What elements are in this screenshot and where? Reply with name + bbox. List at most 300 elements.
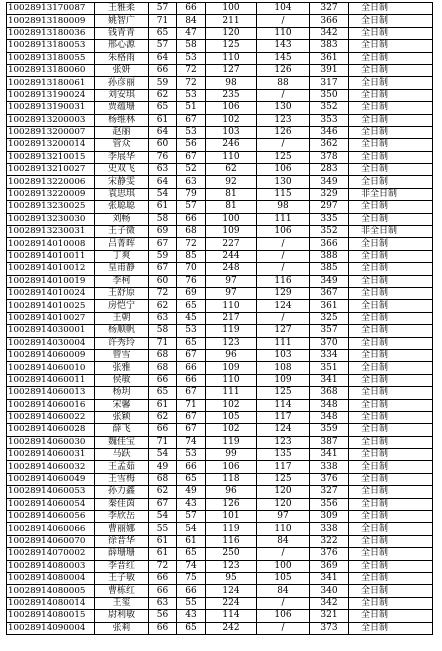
subject1-score-cell: 110 xyxy=(206,52,257,64)
politics-score-cell: 61 xyxy=(149,548,177,560)
candidate-id-cell: 10028914060016 xyxy=(7,399,95,411)
candidate-id-cell: 10028914060030 xyxy=(7,436,95,448)
politics-score-cell: 68 xyxy=(149,362,177,374)
subject1-score-cell: 109 xyxy=(206,362,257,374)
politics-score-cell: 61 xyxy=(149,114,177,126)
subject1-score-cell: 120 xyxy=(206,27,257,39)
subject1-score-cell: 102 xyxy=(206,399,257,411)
name-cell: 曹丽娜 xyxy=(95,523,149,535)
total-score-cell: 369 xyxy=(310,560,349,572)
politics-score-cell: 63 xyxy=(149,164,177,176)
study-mode-cell: 全日制 xyxy=(349,263,433,275)
total-score-cell: 353 xyxy=(310,114,349,126)
total-score-cell: 327 xyxy=(310,3,349,15)
politics-score-cell: 66 xyxy=(149,622,177,634)
candidate-id-cell: 10028914060011 xyxy=(7,374,95,386)
subject2-score-cell: 109 xyxy=(257,374,310,386)
name-cell: 马跃 xyxy=(95,449,149,461)
subject2-score-cell: 130 xyxy=(257,102,310,114)
total-score-cell: 362 xyxy=(310,139,349,151)
subject2-score-cell: 130 xyxy=(257,176,310,188)
total-score-cell: 368 xyxy=(310,387,349,399)
foreign-language-score-cell: 65 xyxy=(177,548,206,560)
name-cell: 徐晋华 xyxy=(95,535,149,547)
subject2-score-cell: 84 xyxy=(257,535,310,547)
subject1-score-cell: 109 xyxy=(206,226,257,238)
foreign-language-score-cell: 66 xyxy=(177,362,206,374)
subject2-score-cell: / xyxy=(257,312,310,324)
name-cell: 皇甫静 xyxy=(95,263,149,275)
subject1-score-cell: 106 xyxy=(206,461,257,473)
study-mode-cell: 全日制 xyxy=(349,40,433,52)
study-mode-cell: 全日制 xyxy=(349,102,433,114)
study-mode-cell: 全日制 xyxy=(349,486,433,498)
study-mode-cell: 全日制 xyxy=(349,126,433,138)
subject1-score-cell: 98 xyxy=(206,77,257,89)
foreign-language-score-cell: 74 xyxy=(177,436,206,448)
study-mode-cell: 全日制 xyxy=(349,337,433,349)
name-cell: 张颖 xyxy=(95,411,149,423)
name-cell: 孙力鑫 xyxy=(95,486,149,498)
subject1-score-cell: 62 xyxy=(206,164,257,176)
name-cell: 姚智广 xyxy=(95,15,149,27)
total-score-cell: 283 xyxy=(310,164,349,176)
candidate-id-cell: 10028913210015 xyxy=(7,151,95,163)
name-cell: 吕菁晖 xyxy=(95,238,149,250)
subject2-score-cell: 97 xyxy=(257,511,310,523)
subject2-score-cell: / xyxy=(257,597,310,609)
candidate-id-cell: 10028913180055 xyxy=(7,52,95,64)
study-mode-cell: 全日制 xyxy=(349,325,433,337)
subject2-score-cell: 143 xyxy=(257,40,310,52)
candidate-id-cell: 10028913180061 xyxy=(7,77,95,89)
table-row xyxy=(7,89,433,101)
subject1-score-cell: 100 xyxy=(206,3,257,15)
table-row xyxy=(7,461,433,473)
table-row xyxy=(7,387,433,399)
politics-score-cell: 67 xyxy=(149,263,177,275)
name-cell: 贾蕴珊 xyxy=(95,102,149,114)
subject1-score-cell: 81 xyxy=(206,201,257,213)
study-mode-cell: 全日制 xyxy=(349,238,433,250)
study-mode-cell: 全日制 xyxy=(349,15,433,27)
name-cell: 钱青青 xyxy=(95,27,149,39)
study-mode-cell: 全日制 xyxy=(349,597,433,609)
subject1-score-cell: 217 xyxy=(206,312,257,324)
subject2-score-cell: 110 xyxy=(257,523,310,535)
name-cell: 李展华 xyxy=(95,151,149,163)
candidate-id-cell: 10028914060031 xyxy=(7,449,95,461)
table-row xyxy=(7,473,433,485)
study-mode-cell: 全日制 xyxy=(349,275,433,287)
name-cell: 王子微 xyxy=(95,226,149,238)
foreign-language-score-cell: 72 xyxy=(177,64,206,76)
name-cell: 张妍 xyxy=(95,64,149,76)
candidate-id-cell: 10028914070002 xyxy=(7,548,95,560)
politics-score-cell: 66 xyxy=(149,424,177,436)
subject2-score-cell: 125 xyxy=(257,473,310,485)
total-score-cell: 349 xyxy=(310,176,349,188)
candidate-id-cell: 10028914060028 xyxy=(7,424,95,436)
foreign-language-score-cell: 43 xyxy=(177,610,206,622)
subject2-score-cell: / xyxy=(257,15,310,27)
foreign-language-score-cell: 67 xyxy=(177,411,206,423)
foreign-language-score-cell: 53 xyxy=(177,52,206,64)
study-mode-cell: 全日制 xyxy=(349,535,433,547)
score-table xyxy=(6,2,433,635)
foreign-language-score-cell: 61 xyxy=(177,535,206,547)
total-score-cell: 391 xyxy=(310,64,349,76)
name-cell: 王雅柔 xyxy=(95,3,149,15)
subject2-score-cell: 126 xyxy=(257,126,310,138)
candidate-id-cell: 10028914010008 xyxy=(7,238,95,250)
subject1-score-cell: 96 xyxy=(206,349,257,361)
study-mode-cell: 全日制 xyxy=(349,387,433,399)
subject2-score-cell: 123 xyxy=(257,114,310,126)
candidate-id-cell: 10028914080015 xyxy=(7,610,95,622)
candidate-id-cell: 10028913190024 xyxy=(7,89,95,101)
study-mode-cell: 全日制 xyxy=(349,461,433,473)
table-row xyxy=(7,399,433,411)
foreign-language-score-cell: 68 xyxy=(177,226,206,238)
name-cell: 王雪梅 xyxy=(95,473,149,485)
subject1-score-cell: 92 xyxy=(206,176,257,188)
total-score-cell: 350 xyxy=(310,89,349,101)
subject1-score-cell: 119 xyxy=(206,325,257,337)
politics-score-cell: 59 xyxy=(149,77,177,89)
foreign-language-score-cell: 76 xyxy=(177,275,206,287)
table-row xyxy=(7,164,433,176)
candidate-id-cell: 10028913180009 xyxy=(7,15,95,27)
name-cell: 史双飞 xyxy=(95,164,149,176)
study-mode-cell: 全日制 xyxy=(349,52,433,64)
study-mode-cell: 全日制 xyxy=(349,201,433,213)
foreign-language-score-cell: 70 xyxy=(177,263,206,275)
total-score-cell: 385 xyxy=(310,263,349,275)
table-row xyxy=(7,114,433,126)
total-score-cell: 349 xyxy=(310,275,349,287)
subject1-score-cell: 224 xyxy=(206,597,257,609)
total-score-cell: 373 xyxy=(310,622,349,634)
politics-score-cell: 58 xyxy=(149,325,177,337)
study-mode-cell: 全日制 xyxy=(349,498,433,510)
subject1-score-cell: 119 xyxy=(206,436,257,448)
foreign-language-score-cell: 67 xyxy=(177,151,206,163)
politics-score-cell: 71 xyxy=(149,337,177,349)
foreign-language-score-cell: 65 xyxy=(177,622,206,634)
politics-score-cell: 57 xyxy=(149,3,177,15)
foreign-language-score-cell: 67 xyxy=(177,424,206,436)
subject2-score-cell: / xyxy=(257,263,310,275)
total-score-cell: 361 xyxy=(310,52,349,64)
study-mode-cell: 全日制 xyxy=(349,151,433,163)
foreign-language-score-cell: 66 xyxy=(177,374,206,386)
subject2-score-cell: 135 xyxy=(257,449,310,461)
subject1-score-cell: 106 xyxy=(206,102,257,114)
study-mode-cell: 全日制 xyxy=(349,399,433,411)
foreign-language-score-cell: 43 xyxy=(177,498,206,510)
subject2-score-cell: 111 xyxy=(257,213,310,225)
study-mode-cell: 全日制 xyxy=(349,523,433,535)
subject1-score-cell: 127 xyxy=(206,64,257,76)
table-row xyxy=(7,201,433,213)
foreign-language-score-cell: 79 xyxy=(177,188,206,200)
subject1-score-cell: 97 xyxy=(206,275,257,287)
subject2-score-cell: 125 xyxy=(257,387,310,399)
candidate-id-cell: 10028914090004 xyxy=(7,622,95,634)
foreign-language-score-cell: 54 xyxy=(177,523,206,535)
study-mode-cell: 全日制 xyxy=(349,610,433,622)
total-score-cell: 342 xyxy=(310,27,349,39)
study-mode-cell: 全日制 xyxy=(349,560,433,572)
table-row xyxy=(7,77,433,89)
foreign-language-score-cell: 53 xyxy=(177,449,206,461)
table-row xyxy=(7,213,433,225)
subject2-score-cell: 106 xyxy=(257,610,310,622)
study-mode-cell: 全日制 xyxy=(349,312,433,324)
total-score-cell: 366 xyxy=(310,15,349,27)
name-cell: 邢心源 xyxy=(95,40,149,52)
foreign-language-score-cell: 85 xyxy=(177,250,206,262)
total-score-cell: 341 xyxy=(310,374,349,386)
total-score-cell: 378 xyxy=(310,151,349,163)
politics-score-cell: 65 xyxy=(149,387,177,399)
study-mode-cell: 全日制 xyxy=(349,572,433,584)
study-mode-cell: 全日制 xyxy=(349,374,433,386)
subject2-score-cell: 98 xyxy=(257,201,310,213)
candidate-id-cell: 10028913200007 xyxy=(7,126,95,138)
foreign-language-score-cell: 57 xyxy=(177,201,206,213)
foreign-language-score-cell: 75 xyxy=(177,572,206,584)
study-mode-cell: 全日制 xyxy=(349,89,433,101)
subject2-score-cell: / xyxy=(257,89,310,101)
study-mode-cell: 全日制 xyxy=(349,548,433,560)
total-score-cell: 348 xyxy=(310,411,349,423)
politics-score-cell: 65 xyxy=(149,102,177,114)
total-score-cell: 317 xyxy=(310,77,349,89)
politics-score-cell: 69 xyxy=(149,226,177,238)
subject1-score-cell: 111 xyxy=(206,387,257,399)
total-score-cell: 370 xyxy=(310,337,349,349)
total-score-cell: 309 xyxy=(310,511,349,523)
name-cell: 刘畅 xyxy=(95,213,149,225)
total-score-cell: 352 xyxy=(310,102,349,114)
subject2-score-cell: 127 xyxy=(257,325,310,337)
candidate-id-cell: 10028914080003 xyxy=(7,560,95,572)
study-mode-cell: 全日制 xyxy=(349,585,433,597)
politics-score-cell: 61 xyxy=(149,535,177,547)
total-score-cell: 388 xyxy=(310,250,349,262)
study-mode-cell: 全日制 xyxy=(349,3,433,15)
table-row xyxy=(7,560,433,572)
foreign-language-score-cell: 72 xyxy=(177,238,206,250)
politics-score-cell: 71 xyxy=(149,436,177,448)
politics-score-cell: 67 xyxy=(149,498,177,510)
foreign-language-score-cell: 66 xyxy=(177,461,206,473)
name-cell: 杨维林 xyxy=(95,114,149,126)
total-score-cell: 367 xyxy=(310,287,349,299)
subject1-score-cell: 125 xyxy=(206,40,257,52)
table-row xyxy=(7,337,433,349)
name-cell: 张莉 xyxy=(95,622,149,634)
table-row xyxy=(7,263,433,275)
table-row xyxy=(7,325,433,337)
subject1-score-cell: 244 xyxy=(206,250,257,262)
study-mode-cell: 全日制 xyxy=(349,511,433,523)
study-mode-cell: 全日制 xyxy=(349,213,433,225)
table-row xyxy=(7,498,433,510)
subject2-score-cell: 106 xyxy=(257,226,310,238)
study-mode-cell: 全日制 xyxy=(349,449,433,461)
total-score-cell: 335 xyxy=(310,213,349,225)
candidate-id-cell: 10028913220006 xyxy=(7,176,95,188)
candidate-id-cell: 10028914060022 xyxy=(7,411,95,423)
foreign-language-score-cell: 63 xyxy=(177,176,206,188)
table-row xyxy=(7,102,433,114)
politics-score-cell: 63 xyxy=(149,312,177,324)
table-row xyxy=(7,139,433,151)
total-score-cell: 351 xyxy=(310,362,349,374)
foreign-language-score-cell: 67 xyxy=(177,349,206,361)
politics-score-cell: 64 xyxy=(149,126,177,138)
foreign-language-score-cell: 66 xyxy=(177,213,206,225)
politics-score-cell: 54 xyxy=(149,449,177,461)
table-row xyxy=(7,610,433,622)
table-row xyxy=(7,585,433,597)
subject1-score-cell: 248 xyxy=(206,263,257,275)
politics-score-cell: 64 xyxy=(149,176,177,188)
subject2-score-cell: 105 xyxy=(257,572,310,584)
foreign-language-score-cell: 66 xyxy=(177,585,206,597)
politics-score-cell: 64 xyxy=(149,52,177,64)
name-cell: 朱格雨 xyxy=(95,52,149,64)
name-cell: 许秀玲 xyxy=(95,337,149,349)
subject1-score-cell: 96 xyxy=(206,486,257,498)
candidate-id-cell: 10028914060013 xyxy=(7,387,95,399)
foreign-language-score-cell: 74 xyxy=(177,560,206,572)
politics-score-cell: 68 xyxy=(149,473,177,485)
total-score-cell: 327 xyxy=(310,486,349,498)
table-row xyxy=(7,3,433,15)
table-row xyxy=(7,411,433,423)
foreign-language-score-cell: 52 xyxy=(177,164,206,176)
name-cell: 李柯 xyxy=(95,275,149,287)
name-cell: 薛珊珊 xyxy=(95,548,149,560)
name-cell: 房恺宁 xyxy=(95,300,149,312)
foreign-language-score-cell: 51 xyxy=(177,102,206,114)
candidate-id-cell: 10028914080004 xyxy=(7,572,95,584)
candidate-id-cell: 10028914080014 xyxy=(7,597,95,609)
total-score-cell: 322 xyxy=(310,535,349,547)
foreign-language-score-cell: 47 xyxy=(177,27,206,39)
subject1-score-cell: 246 xyxy=(206,139,257,151)
study-mode-cell: 全日制 xyxy=(349,411,433,423)
politics-score-cell: 62 xyxy=(149,486,177,498)
politics-score-cell: 63 xyxy=(149,597,177,609)
table-row xyxy=(7,597,433,609)
total-score-cell: 383 xyxy=(310,40,349,52)
foreign-language-score-cell: 71 xyxy=(177,399,206,411)
candidate-id-cell: 10028914010025 xyxy=(7,300,95,312)
politics-score-cell: 66 xyxy=(149,585,177,597)
table-row xyxy=(7,40,433,52)
name-cell: 赵丽 xyxy=(95,126,149,138)
subject2-score-cell: 125 xyxy=(257,151,310,163)
politics-score-cell: 55 xyxy=(149,523,177,535)
politics-score-cell: 49 xyxy=(149,461,177,473)
table-row xyxy=(7,238,433,250)
candidate-id-cell: 10028914060054 xyxy=(7,498,95,510)
candidate-id-cell: 10028913180060 xyxy=(7,64,95,76)
subject2-score-cell: 100 xyxy=(257,560,310,572)
total-score-cell: 359 xyxy=(310,424,349,436)
table-row xyxy=(7,374,433,386)
subject2-score-cell: 115 xyxy=(257,188,310,200)
study-mode-cell: 全日制 xyxy=(349,114,433,126)
name-cell: 刘安琪 xyxy=(95,89,149,101)
politics-score-cell: 59 xyxy=(149,250,177,262)
total-score-cell: 348 xyxy=(310,399,349,411)
subject1-score-cell: 110 xyxy=(206,151,257,163)
politics-score-cell: 54 xyxy=(149,511,177,523)
candidate-id-cell: 10028914060009 xyxy=(7,349,95,361)
candidate-id-cell: 10028913200014 xyxy=(7,139,95,151)
foreign-language-score-cell: 67 xyxy=(177,114,206,126)
total-score-cell: 342 xyxy=(310,597,349,609)
name-cell: 管众 xyxy=(95,139,149,151)
name-cell: 杨顺帆 xyxy=(95,325,149,337)
study-mode-cell: 全日制 xyxy=(349,250,433,262)
subject2-score-cell: 110 xyxy=(257,27,310,39)
subject2-score-cell: 114 xyxy=(257,399,310,411)
politics-score-cell: 62 xyxy=(149,411,177,423)
subject2-score-cell: / xyxy=(257,548,310,560)
subject2-score-cell: / xyxy=(257,250,310,262)
table-row xyxy=(7,151,433,163)
subject1-score-cell: 123 xyxy=(206,337,257,349)
table-row xyxy=(7,523,433,535)
table-row xyxy=(7,275,433,287)
subject1-score-cell: 99 xyxy=(206,449,257,461)
total-score-cell: 341 xyxy=(310,449,349,461)
table-row xyxy=(7,300,433,312)
subject1-score-cell: 102 xyxy=(206,424,257,436)
table-row xyxy=(7,548,433,560)
table-row xyxy=(7,449,433,461)
subject2-score-cell: 123 xyxy=(257,436,310,448)
table-row xyxy=(7,27,433,39)
study-mode-cell: 全日制 xyxy=(349,77,433,89)
subject1-score-cell: 110 xyxy=(206,374,257,386)
name-cell: 宋馨 xyxy=(95,399,149,411)
subject1-score-cell: 101 xyxy=(206,511,257,523)
subject1-score-cell: 105 xyxy=(206,411,257,423)
name-cell: 王舒原 xyxy=(95,287,149,299)
foreign-language-score-cell: 69 xyxy=(177,287,206,299)
study-mode-cell: 全日制 xyxy=(349,424,433,436)
total-score-cell: 357 xyxy=(310,325,349,337)
candidate-id-cell: 10028913180036 xyxy=(7,27,95,39)
table-row xyxy=(7,188,433,200)
total-score-cell: 387 xyxy=(310,436,349,448)
study-mode-cell: 全日制 xyxy=(349,436,433,448)
candidate-id-cell: 10028914010027 xyxy=(7,312,95,324)
foreign-language-score-cell: 72 xyxy=(177,77,206,89)
study-mode-cell: 非全日制 xyxy=(349,188,433,200)
name-cell: 王子敏 xyxy=(95,572,149,584)
politics-score-cell: 76 xyxy=(149,151,177,163)
table-row xyxy=(7,436,433,448)
